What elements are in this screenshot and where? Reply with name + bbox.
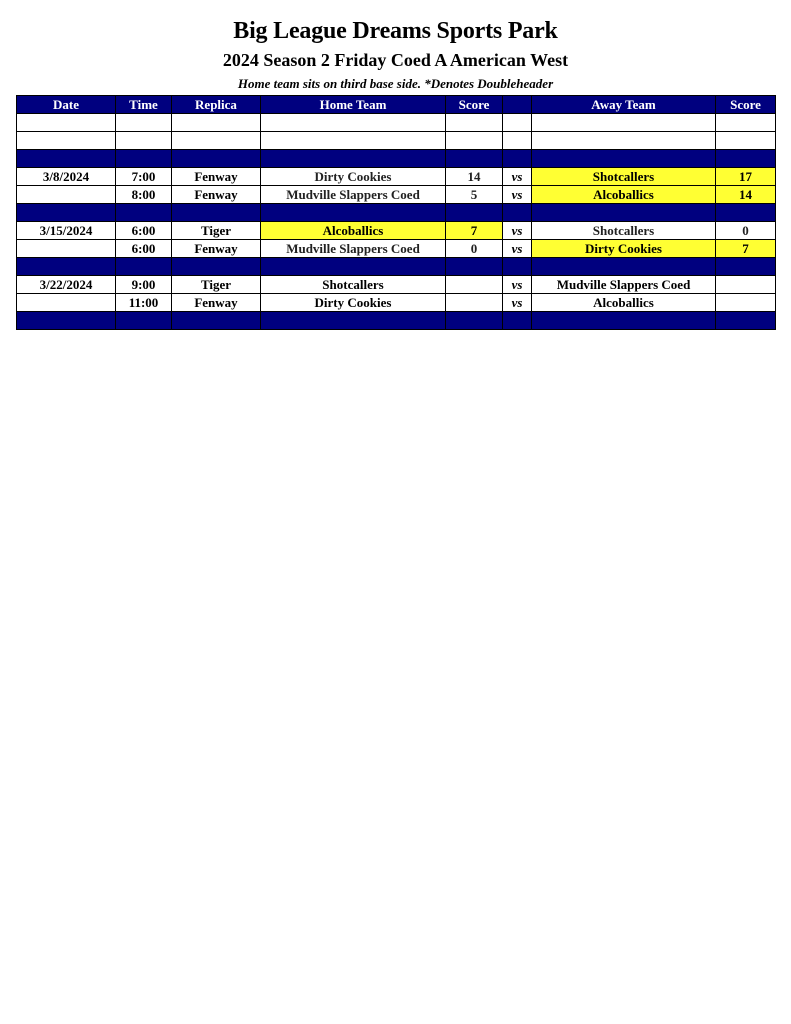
column-header-away-score: Score <box>716 96 776 114</box>
game-row <box>17 276 776 294</box>
blank-cell <box>17 132 116 150</box>
game-row <box>17 168 776 186</box>
home-team: Dirty Cookies <box>261 294 446 312</box>
game-row <box>17 186 776 204</box>
game-row <box>17 222 776 240</box>
column-header-home-score: Score <box>446 96 503 114</box>
column-header-replica: Replica <box>172 96 261 114</box>
home-team: Mudville Slappers Coed <box>261 240 446 258</box>
blank-cell <box>17 114 116 132</box>
game-replica: Fenway <box>172 240 261 258</box>
blank-cell <box>446 114 503 132</box>
away-team: Dirty Cookies <box>532 240 716 258</box>
game-date: 3/15/2024 <box>17 222 116 240</box>
game-row <box>17 294 776 312</box>
vs-label: vs <box>503 168 532 186</box>
schedule-table <box>16 95 776 330</box>
blank-cell <box>261 132 446 150</box>
blank-row <box>17 114 776 132</box>
home-score: 5 <box>446 186 503 204</box>
home-team: Mudville Slappers Coed <box>261 186 446 204</box>
away-team: Mudville Slappers Coed <box>532 276 716 294</box>
blank-cell <box>503 114 532 132</box>
home-team: Shotcallers <box>261 276 446 294</box>
away-team: Shotcallers <box>532 168 716 186</box>
home-score <box>446 294 503 312</box>
away-team: Alcoballics <box>532 294 716 312</box>
away-team: Shotcallers <box>532 222 716 240</box>
game-time: 11:00 <box>116 294 172 312</box>
away-score: 0 <box>716 222 776 240</box>
blank-cell <box>116 132 172 150</box>
home-team: Alcoballics <box>261 222 446 240</box>
game-time: 6:00 <box>116 240 172 258</box>
column-header-time: Time <box>116 96 172 114</box>
column-header-vs <box>503 96 532 114</box>
blank-cell <box>503 132 532 150</box>
separator-row <box>17 312 776 330</box>
blank-cell <box>532 132 716 150</box>
separator-row <box>17 150 776 168</box>
blank-cell <box>172 114 261 132</box>
away-score <box>716 276 776 294</box>
page-title: Big League Dreams Sports Park <box>233 18 558 44</box>
game-replica: Fenway <box>172 186 261 204</box>
away-team: Alcoballics <box>532 186 716 204</box>
vs-label: vs <box>503 294 532 312</box>
game-time: 9:00 <box>116 276 172 294</box>
game-date <box>17 294 116 312</box>
home-score: 7 <box>446 222 503 240</box>
home-score: 14 <box>446 168 503 186</box>
vs-label: vs <box>503 276 532 294</box>
game-date <box>17 240 116 258</box>
vs-label: vs <box>503 222 532 240</box>
blank-cell <box>716 114 776 132</box>
game-row <box>17 240 776 258</box>
blank-cell <box>172 132 261 150</box>
blank-cell <box>261 114 446 132</box>
game-date: 3/22/2024 <box>17 276 116 294</box>
away-score <box>716 294 776 312</box>
away-score: 14 <box>716 186 776 204</box>
column-header-date: Date <box>17 96 116 114</box>
game-time: 7:00 <box>116 168 172 186</box>
page-subtitle: 2024 Season 2 Friday Coed A American West <box>222 50 569 70</box>
home-score <box>446 276 503 294</box>
game-replica: Fenway <box>172 168 261 186</box>
game-replica: Tiger <box>172 276 261 294</box>
home-score: 0 <box>446 240 503 258</box>
blank-cell <box>716 132 776 150</box>
vs-label: vs <box>503 186 532 204</box>
game-replica: Fenway <box>172 294 261 312</box>
away-score: 7 <box>716 240 776 258</box>
blank-cell <box>116 114 172 132</box>
table-header-row <box>17 96 776 114</box>
game-date <box>17 186 116 204</box>
column-header-home-team: Home Team <box>261 96 446 114</box>
blank-cell <box>446 132 503 150</box>
game-time: 6:00 <box>116 222 172 240</box>
home-team: Dirty Cookies <box>261 168 446 186</box>
schedule-note: Home team sits on third base side. *Denotes Doubleheader <box>237 76 554 91</box>
game-replica: Tiger <box>172 222 261 240</box>
game-date: 3/8/2024 <box>17 168 116 186</box>
away-score: 17 <box>716 168 776 186</box>
separator-row <box>17 204 776 222</box>
blank-row <box>17 132 776 150</box>
game-time: 8:00 <box>116 186 172 204</box>
vs-label: vs <box>503 240 532 258</box>
separator-row <box>17 258 776 276</box>
blank-cell <box>532 114 716 132</box>
column-header-away-team: Away Team <box>532 96 716 114</box>
